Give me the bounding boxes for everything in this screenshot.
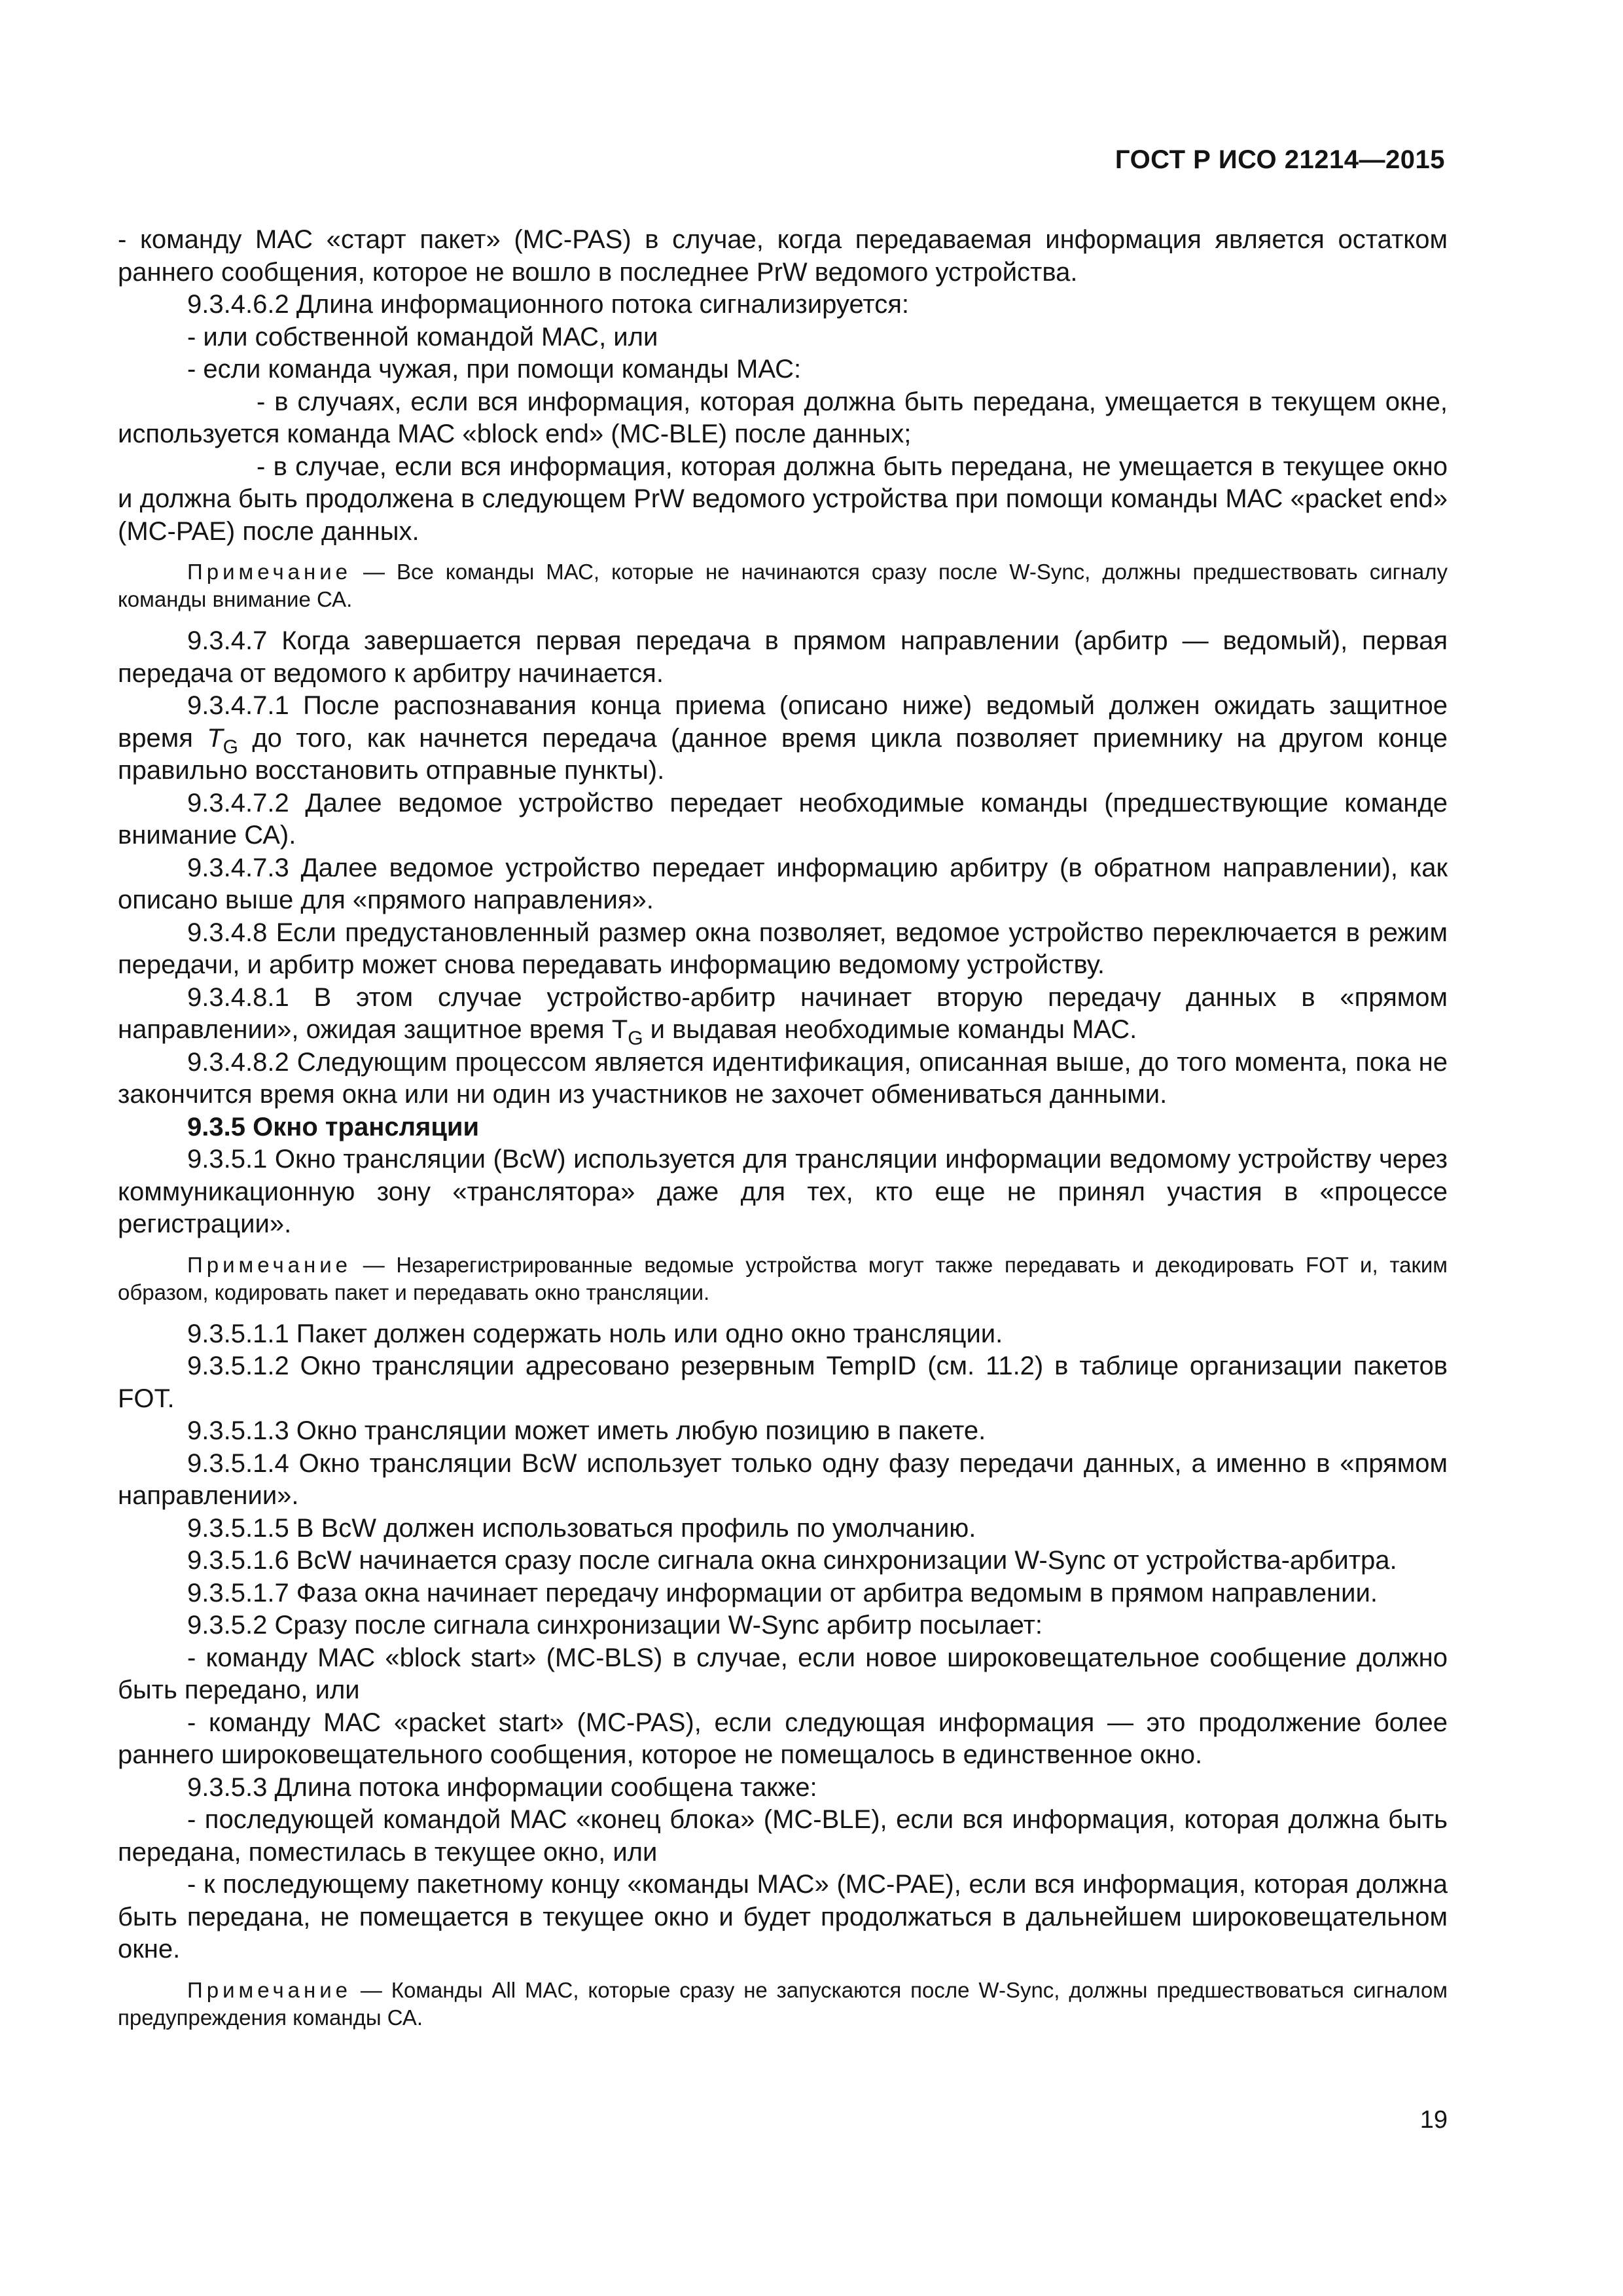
paragraph: 9.3.5.1.5 В BcW должен использоваться профиль по умолчанию. <box>187 1513 976 1543</box>
paragraph: 9.3.5.1 Окно трансляции (BcW) используется для трансляции информации ведомому устройству через коммуникационную зону «транслятора» даже для тех, кто еще не принял участия в «процессе регистрации». <box>118 1145 1448 1238</box>
paragraph: - команду МАС «block start» (MC-BLS) в случае, если новое широковещательное сообщение должно быть передано, или <box>118 1643 1448 1704</box>
text-run: до того, как начнется передача (данное время цикла позволяет приемнику на другом конце правильно восстановить отправные пункты). <box>118 723 1448 785</box>
paragraph: - команду МАС «старт пакет» (MC-PAS) в случае, когда передаваемая информация является остатком раннего сообщения, которое не вошло в последнее PrW ведомого устройства. <box>118 225 1448 287</box>
paragraph: - в случае, если вся информация, которая должна быть передана, не умещается в текущее окно и должна быть продолжена в следующем PrW ведомого устройства при помощи команды МАС «packet end» (MC-PAE) после данных. <box>118 452 1448 546</box>
note <box>118 1977 1448 2032</box>
paragraph: - последующей командой МАС «конец блока» (MC-BLE), если вся информация, которая должна быть передана, поместилась в текущее окно, или <box>118 1805 1448 1867</box>
paragraph: 9.3.4.7.2 Далее ведомое устройство передает необходимые команды (предшествующие команде внимание СА). <box>118 788 1448 850</box>
symbol-T: T <box>207 723 223 753</box>
paragraph: - или собственной командой МАС, или <box>187 322 658 351</box>
paragraph: 9.3.4.7 Когда завершается первая передача в прямом направлении (арбитр — ведомый), первая передача от ведомого к арбитру начинается. <box>118 626 1448 688</box>
note <box>118 558 1448 613</box>
paragraph: 9.3.5.2 Сразу после сигнала синхронизации W-Sync арбитр посылает: <box>187 1611 1043 1640</box>
paragraph: 9.3.5.1.3 Окно трансляции может иметь любую позицию в пакете. <box>187 1416 986 1445</box>
document-body <box>118 224 1448 2043</box>
note <box>118 1251 1448 1306</box>
paragraph: - в случаях, если вся информация, которая должна быть передана, умещается в текущем окне, используется команда МАС «block end» (MC-BLE) после данных; <box>118 387 1448 448</box>
note-text: — Команды All MAC, которые сразу не запускаются после W-Sync, должны предшествоваться сигналом предупреждения команды СА. <box>118 1977 1448 2030</box>
paragraph: 9.3.4.7.3 Далее ведомое устройство передает информацию арбитру (в обратном направлении), как описано выше для «прямого направления». <box>118 853 1448 914</box>
paragraph <box>118 690 1448 787</box>
paragraph: 9.3.5.1.1 Пакет должен содержать ноль или одно окно трансляции. <box>187 1319 1003 1348</box>
paragraph: 9.3.5.1.7 Фаза окна начинает передачу информации от арбитра ведомым в прямом направлении. <box>187 1578 1378 1607</box>
section-heading: 9.3.5 Окно трансляции <box>187 1112 480 1141</box>
note-text: — Все команды МАС, которые не начинаются сразу после W-Sync, должны предшествовать сигналу команды внимание СА. <box>118 560 1448 611</box>
paragraph: - команду МАС «packet start» (MC-PAS), если следующая информация — это продолжение более раннего широковещательного сообщения, которое не помещалось в единственное окно. <box>118 1708 1448 1769</box>
paragraph: 9.3.5.1.6 BcW начинается сразу после сигнала окна синхронизации W-Sync от устройства-арбитра. <box>187 1546 1397 1575</box>
paragraph: 9.3.5.1.4 Окно трансляции BcW использует только одну фазу передачи данных, а именно в «прямом направлении». <box>118 1448 1448 1510</box>
paragraph: 9.3.4.8 Если предустановленный размер окна позволяет, ведомое устройство переключается в режим передачи, и арбитр может снова передавать информацию ведомому устройству. <box>118 918 1448 979</box>
paragraph <box>118 982 1448 1047</box>
note-label: Примечание <box>187 1252 352 1277</box>
subscript-G: G <box>223 736 239 758</box>
paragraph: - если команда чужая, при помощи команды МАС: <box>187 355 802 384</box>
paragraph: 9.3.5.3 Длина потока информации сообщена также: <box>187 1772 817 1802</box>
paragraph: - к последующему пакетному концу «команды МАС» (MC-PAE), если вся информация, которая должна быть передана, не помещается в текущее окно и будет продолжаться в дальнейшем широковещательном окне. <box>118 1870 1448 1964</box>
paragraph: 9.3.4.6.2 Длина информационного потока сигнализируется: <box>187 290 910 319</box>
note-text: — Незарегистрированные ведомые устройства могут также передавать и декодировать FOT и, таким образом, кодировать пакет и передавать окно трансляции. <box>118 1252 1448 1304</box>
subscript-G: G <box>628 1028 643 1049</box>
paragraph: 9.3.5.1.2 Окно трансляции адресовано резервным TempID (см. 11.2) в таблице организации пакетов FOT. <box>118 1352 1448 1413</box>
text-run: и выдавая необходимые команды МАС. <box>643 1015 1137 1044</box>
text-run: 9.3.4.8.1 В этом случае устройство-арбитр начинает вторую передачу данных в «прямом направлении», ожидая защитное время T <box>118 982 1448 1044</box>
page-number: 19 <box>1419 2106 1448 2134</box>
text-run: 9.3.4.7.1 После распознавания конца приема (описано ниже) ведомый должен ожидать защитное время <box>118 691 1448 753</box>
note-label: Примечание <box>187 1977 352 2002</box>
document-header: ГОСТ Р ИСО 21214—2015 <box>1115 145 1445 174</box>
note-label: Примечание <box>187 560 352 584</box>
paragraph: 9.3.4.8.2 Следующим процессом является идентификация, описанная выше, до того момента, пока не закончится время окна или ни один из участников не захочет обмениваться данными. <box>118 1047 1448 1109</box>
